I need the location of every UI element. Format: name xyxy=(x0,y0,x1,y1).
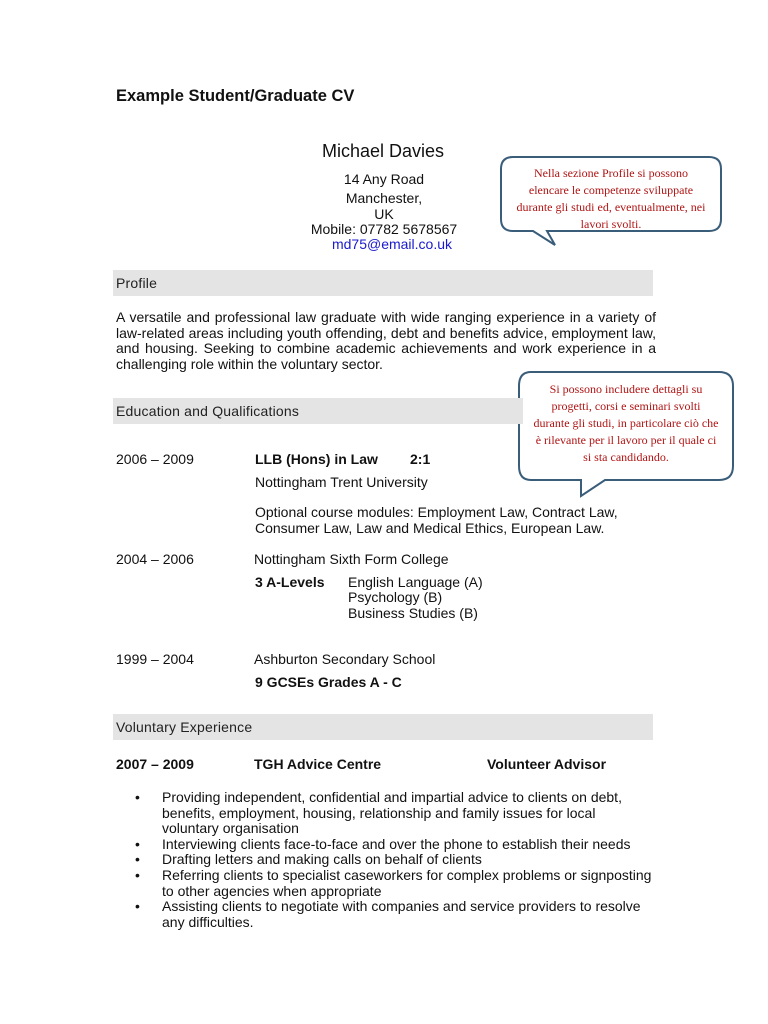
profile-text: A versatile and professional law graduate with wide ranging experience in a variety of law-related areas including youth offending, debt and benefits advice, employment law, and housing. Seeking to combine academic achievements and work experience in a challenging role within the voluntary sector. xyxy=(116,309,656,372)
candidate-name: Michael Davies xyxy=(321,141,445,161)
list-item: • Assisting clients to negotiate with companies and service providers to resolve any difficulties. xyxy=(135,899,655,930)
section-header-profile xyxy=(113,270,653,296)
course-modules-line: Optional course modules: Employment Law, Contract Law, xyxy=(255,504,618,520)
list-item: • Providing independent, confidential and impartial advice to clients on debt, benefits, employment, housing, relationship and family issues for local voluntary organisation xyxy=(135,790,655,837)
experience-years: 2007 – 2009 xyxy=(116,756,194,772)
subject-grade: English Language (A) xyxy=(348,574,483,590)
qualification-title: 3 A-Levels xyxy=(255,574,325,590)
list-item: • Drafting letters and making calls on behalf of clients xyxy=(135,852,655,868)
education-years: 1999 – 2004 xyxy=(116,651,194,667)
list-item: • Referring clients to specialist caseworkers for complex problems or signposting to other agencies when appropriate xyxy=(135,868,655,899)
comment-callout-profile xyxy=(499,155,723,247)
institution-name: Ashburton Secondary School xyxy=(254,651,436,667)
education-years: 2006 – 2009 xyxy=(116,451,194,467)
email-link[interactable]: md75@email.co.uk xyxy=(331,236,453,252)
comment-callout-education xyxy=(517,370,735,498)
institution-name: Nottingham Trent University xyxy=(255,474,428,490)
degree-grade: 2:1 xyxy=(410,451,431,467)
list-item: • Interviewing clients face-to-face and over the phone to establish their needs xyxy=(135,837,655,853)
qualification-title: 9 GCSEs Grades A - C xyxy=(255,674,402,690)
section-header-voluntary xyxy=(113,714,653,740)
section-heading: Education and Qualifications xyxy=(116,403,300,419)
callout-text: Si possono includere dettagli su progetti, corsi e seminari svolti durante gli studi, in particolare ciò che è rilevante per il lavoro per il quale ci si sta candidando. xyxy=(533,382,719,464)
address-line-1: 14 Any Road xyxy=(343,171,425,187)
degree-title: LLB (Hons) in Law xyxy=(255,451,378,467)
address-line-2: Manchester, xyxy=(345,190,423,206)
subject-grade: Business Studies (B) xyxy=(348,605,478,621)
callout-text: Nella sezione Profile si possono elencare le competenze sviluppate durante gli studi ed, eventualmente, nei lavori svolti. xyxy=(516,166,706,231)
institution-name: Nottingham Sixth Form College xyxy=(254,551,449,567)
document-title: Example Student/Graduate CV xyxy=(116,87,355,105)
course-modules-line: Consumer Law, Law and Medical Ethics, European Law. xyxy=(255,520,605,536)
subject-grade: Psychology (B) xyxy=(348,589,443,605)
organisation-name: TGH Advice Centre xyxy=(254,756,382,772)
section-heading: Voluntary Experience xyxy=(116,719,253,735)
mobile-number: Mobile: 07782 5678567 xyxy=(310,221,458,237)
address-line-3: UK xyxy=(374,206,394,222)
responsibilities-list xyxy=(135,790,655,930)
role-title: Volunteer Advisor xyxy=(487,756,607,772)
section-heading: Profile xyxy=(116,275,158,291)
education-years: 2004 – 2006 xyxy=(116,551,194,567)
section-header-education xyxy=(113,398,523,424)
